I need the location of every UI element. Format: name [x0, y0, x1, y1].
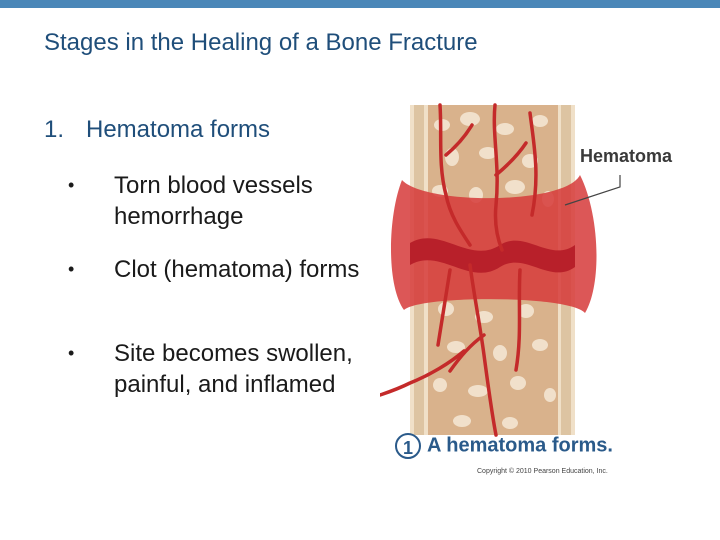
slide-title: Stages in the Healing of a Bone Fracture — [44, 29, 478, 56]
hematoma-label: Hematoma — [580, 146, 673, 166]
bullet-text: Clot (hematoma) forms — [114, 256, 360, 283]
heading-number: 1. — [44, 116, 65, 143]
step-number-badge: 1 — [395, 433, 421, 459]
figure-caption — [395, 433, 613, 459]
bullet-marker: • — [68, 259, 75, 279]
bullet-text: Torn blood vessels hemorrhage — [114, 172, 313, 230]
caption-text: A hematoma forms. — [427, 434, 613, 457]
section-heading — [44, 116, 270, 144]
bullet-text: Site becomes swollen, painful, and inflamed — [114, 340, 353, 398]
top-accent-bar — [0, 0, 720, 8]
bullet-marker: • — [68, 175, 75, 195]
copyright-notice: Copyright © 2010 Pearson Education, Inc. — [477, 468, 608, 475]
bullet-marker: • — [68, 343, 75, 363]
heading-text: Hematoma forms — [86, 116, 271, 143]
